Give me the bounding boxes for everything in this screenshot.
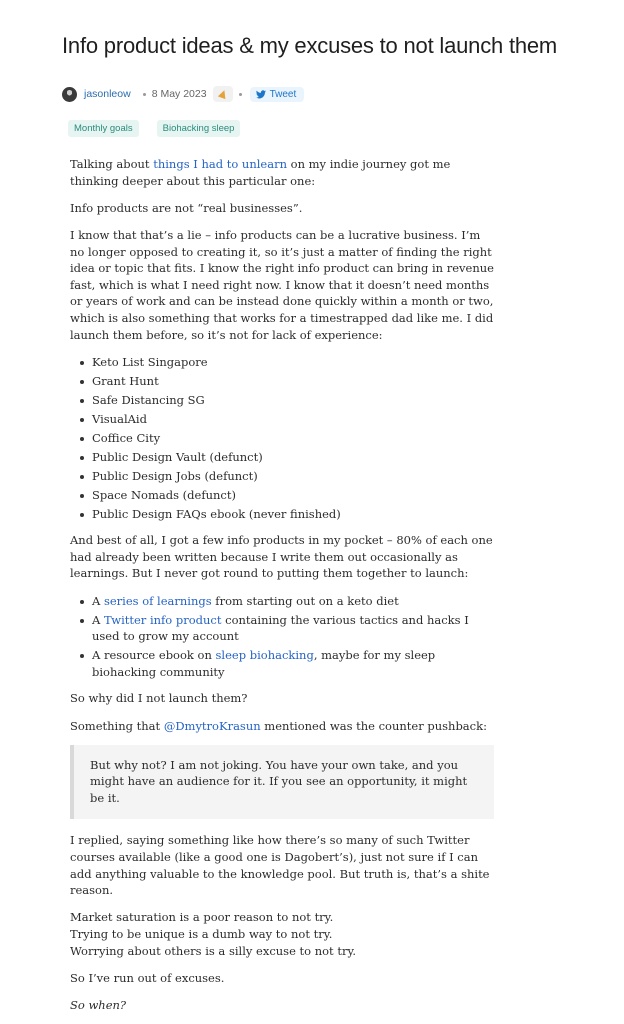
info-product-ideas-list (70, 593, 494, 681)
sleep-biohacking-link[interactable]: sleep biohacking (215, 648, 314, 663)
unlearn-link[interactable]: things I had to unlearn (153, 157, 287, 171)
tweet-label: Tweet (269, 88, 297, 100)
quote-text: But why not? I am not joking. You have your own take, and you might have an audience for it. If you see an opportunity, it might be it. (90, 757, 468, 805)
list-item: Keto List Singapore (80, 354, 494, 371)
tweet-button[interactable] (250, 87, 305, 102)
list-item: Coffice City (80, 430, 494, 447)
list-item: A series of learnings from starting out on a keto diet (80, 593, 494, 610)
paragraph: I know that that’s a lie – info products can be a lucrative business. I’m no longer opposed to creating it, so it’s just a matter of finding the right idea or topic that fits. I know the right info product can bring in revenue fast, which is what I need right now. I know that it doesn’t need months or years of work and can be instead done quickly within a month or two, which is also something that works for a timestrapped dad like me. I did launch them before, so it’s not for lack of experience: (70, 227, 494, 342)
paragraph: So when? (70, 998, 127, 1012)
paragraph: Talking about things I had to unlearn on my indie journey got me thinking deeper about this particular one: (70, 157, 451, 188)
list-item: VisualAid (80, 411, 494, 428)
post-body (70, 156, 494, 1024)
tag-list (68, 120, 240, 137)
line: Worrying about others is a silly excuse to not try. (70, 943, 357, 958)
page-title: Info product ideas & my excuses to not launch them (62, 33, 558, 58)
blockquote (70, 745, 494, 820)
party-popper-icon[interactable] (213, 86, 233, 102)
list-item: Public Design Jobs (defunct) (80, 468, 494, 485)
paragraph: And best of all, I got a few info products in my pocket – 80% of each one had already been written because I write them out occasionally as learnings. But I never got round to putting them together to launch: (70, 533, 493, 581)
paragraph: So I’ve run out of excuses. (70, 970, 225, 985)
series-of-learnings-link[interactable]: series of learnings (103, 593, 212, 608)
avatar[interactable] (62, 87, 77, 102)
paragraph: Info products are not “real businesses”. (70, 200, 303, 215)
separator-dot (143, 93, 146, 96)
twitter-bird-icon (256, 90, 266, 99)
list-item: Space Nomads (defunct) (80, 487, 494, 504)
list-item: A Twitter info product containing the various tactics and hacks I used to grow my account (80, 612, 494, 645)
list-item: Public Design Vault (defunct) (80, 449, 494, 466)
dmytrokrasun-link[interactable]: @DmytroKrasun (163, 718, 261, 733)
post-meta (62, 84, 304, 104)
separator-dot (239, 93, 242, 96)
author-link[interactable]: jasonleow (84, 88, 131, 100)
post-date: 8 May 2023 (151, 88, 207, 100)
line: Market saturation is a poor reason to not try. (70, 910, 334, 925)
list-item: Safe Distancing SG (80, 392, 494, 409)
paragraph: I replied, saying something like how there’s so many of such Twitter courses available (like a good one is Dagobert’s), just not sure if I can add anything valuable to the knowledge pool. But truth is, that’s a shite reason. (70, 833, 490, 898)
paragraph: Something that @DmytroKrasun mentioned was the counter pushback: (70, 718, 487, 733)
list-item: A resource ebook on sleep biohacking, maybe for my sleep biohacking community (80, 647, 494, 680)
launched-products-list (70, 354, 494, 522)
line: Trying to be unique is a dumb way to not try. (70, 927, 333, 942)
paragraph (70, 909, 494, 959)
tag-monthly-goals[interactable]: Monthly goals (68, 120, 139, 137)
tag-biohacking-sleep[interactable]: Biohacking sleep (157, 120, 241, 137)
twitter-info-product-link[interactable]: Twitter info product (103, 612, 222, 627)
list-item: Grant Hunt (80, 373, 494, 390)
paragraph: So why did I not launch them? (70, 691, 248, 706)
list-item: Public Design FAQs ebook (never finished) (80, 506, 494, 523)
